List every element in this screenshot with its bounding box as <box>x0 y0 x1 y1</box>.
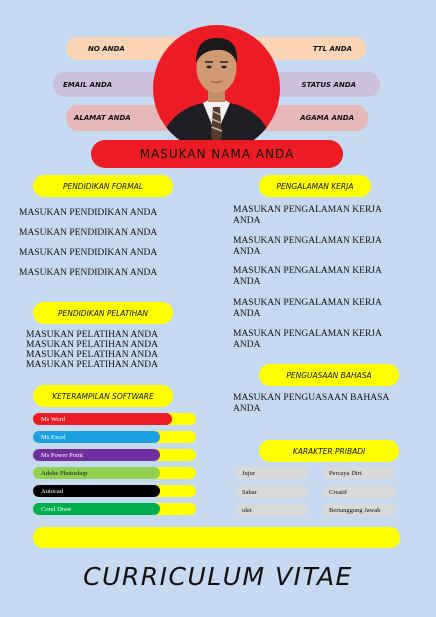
footer-bar <box>33 527 400 548</box>
list-item: MASUKAN PENGALAMAN KERJA ANDA <box>233 236 382 257</box>
list-item: MASUKAN PENGALAMAN KERJA ANDA <box>233 205 382 226</box>
list-item: MASUKAN PENGALAMAN KERJA ANDA <box>233 266 382 287</box>
keterampilan-heading: KETERAMPILAN SOFTWARE <box>33 385 173 407</box>
trait-item: Percaya Diri <box>323 467 395 479</box>
alamat-label: ALAMAT ANDA <box>74 114 131 122</box>
skill-bar: Adobe Photoshop <box>33 467 160 479</box>
skill-bar: Corel Draw <box>33 503 160 515</box>
pendidikan-formal-heading: PENDIDIKAN FORMAL <box>33 175 173 197</box>
list-item: MASUKAN PENDIDIKAN ANDA <box>19 228 158 238</box>
list-item: MASUKAN PENGALAMAN KERJA ANDA <box>233 329 382 350</box>
agama-label: AGAMA ANDA <box>300 114 354 122</box>
list-item: MASUKAN PELATIHAN ANDA <box>26 340 158 350</box>
pengalaman-heading: PENGALAMAN KERJA <box>259 175 371 197</box>
list-item: MASUKAN PELATIHAN ANDA <box>26 360 158 370</box>
profile-photo <box>153 25 280 152</box>
email-label: EMAIL ANDA <box>63 80 113 89</box>
skill-bar: Ms Word <box>33 413 172 425</box>
bahasa-heading: PENGUASAAN BAHASA <box>259 364 399 386</box>
skill-bar: Ms Excel <box>33 431 160 443</box>
karakter-heading: KARAKTER PRIBADI <box>259 440 399 462</box>
person-portrait-icon <box>153 25 280 152</box>
list-item: MASUKAN PENDIDIKAN ANDA <box>19 208 158 218</box>
trait-item: Bertanggung Jawab <box>323 504 395 516</box>
no-label: NO ANDA <box>88 44 125 53</box>
pendidikan-pelatihan-heading: PENDIDIKAN PELATIHAN <box>33 302 173 324</box>
bahasa-text: MASUKAN PENGUASAAN BAHASA ANDA <box>233 393 389 414</box>
trait-item: Sabar <box>236 486 308 498</box>
trait-item: Jujur <box>236 467 308 479</box>
skill-bar: Autocad <box>33 485 160 497</box>
list-item: MASUKAN PELATIHAN ANDA <box>26 350 158 360</box>
skill-bar: Ms Power Point <box>33 449 160 461</box>
trait-item: ulet <box>236 504 308 516</box>
status-label: STATUS ANDA <box>301 80 356 89</box>
name-banner: MASUKAN NAMA ANDA <box>91 140 343 168</box>
list-item: MASUKAN PENDIDIKAN ANDA <box>19 268 158 278</box>
list-item: MASUKAN PENGALAMAN KERJA ANDA <box>233 298 382 319</box>
list-item: MASUKAN PELATIHAN ANDA <box>26 330 158 340</box>
list-item: MASUKAN PENDIDIKAN ANDA <box>19 248 158 258</box>
trait-item: Creatif <box>323 486 395 498</box>
document-title: CURRICULUM VITAE <box>83 562 353 591</box>
ttl-label: TTL ANDA <box>312 44 352 53</box>
